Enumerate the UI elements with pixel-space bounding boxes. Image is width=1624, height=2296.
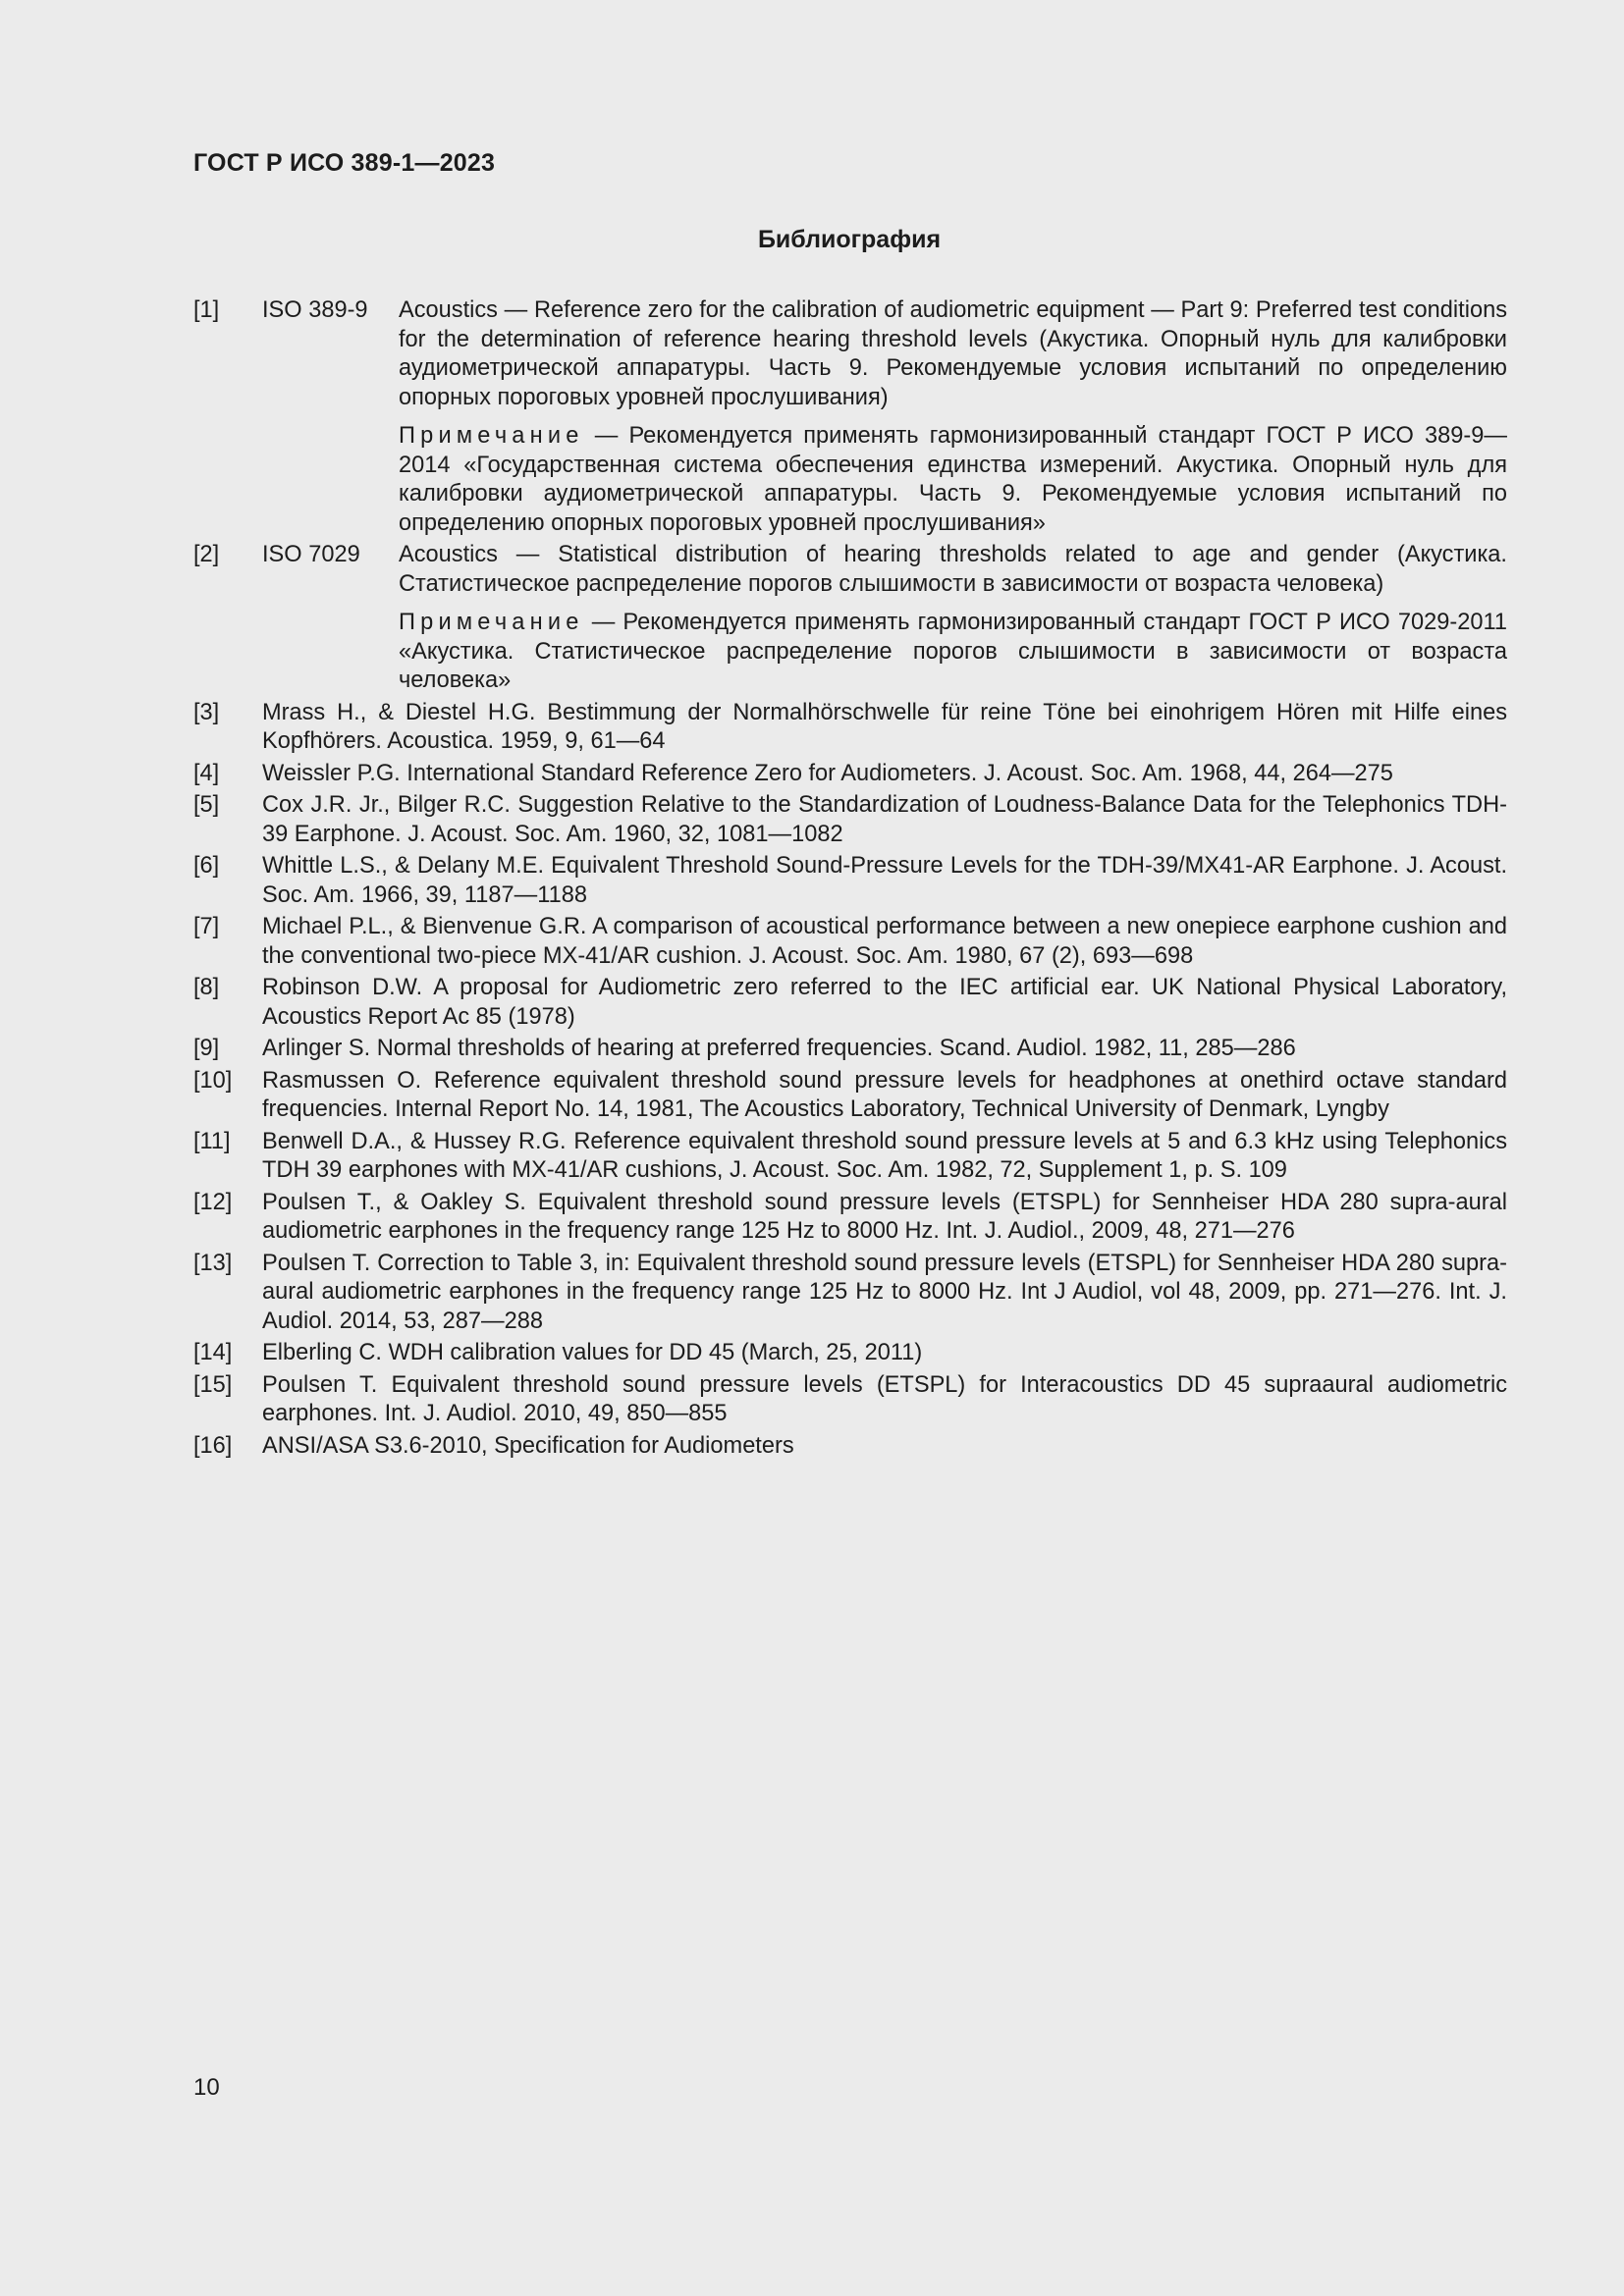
- entry-text: Cox J.R. Jr., Bilger R.C. Suggestion Relative to the Standardization of Loudness-Balance Data for the Telephonics TDH-39 Earphone. J. Acoust. Soc. Am. 1960, 32, 1081—1082: [262, 792, 1507, 847]
- bib-entry: [193, 1128, 1507, 1186]
- entry-number: [10]: [193, 1067, 233, 1094]
- bibliography-list: [193, 296, 1507, 1464]
- entry-text: Weissler P.G. International Standard Reference Zero for Audiometers. J. Acoust. Soc. Am. 1968, 44, 264—275: [262, 760, 1393, 786]
- bib-entry: [193, 760, 1507, 789]
- bib-entry: [193, 1067, 1507, 1125]
- entry-text: Poulsen T. Equivalent threshold sound pressure levels (ETSPL) for Interacoustics DD 45 supraaural audiometric earphones. Int. J. Audiol. 2010, 49, 850—855: [262, 1371, 1507, 1426]
- entry-text: Acoustics — Statistical distribution of hearing thresholds related to age and gender (Акустика. Статистическое распределение порогов слышимости в зависимости от возраста человека): [399, 542, 1507, 597]
- entry-number: [6]: [193, 853, 220, 879]
- entry-number: [13]: [193, 1250, 233, 1276]
- bib-entry: [193, 541, 1507, 696]
- bib-entry: [193, 1189, 1507, 1247]
- entry-body: [399, 296, 1507, 538]
- entry-number: [4]: [193, 760, 220, 786]
- bib-entry: [193, 791, 1507, 849]
- bib-entry: [193, 1432, 1507, 1462]
- bib-entry: [193, 1035, 1507, 1064]
- entry-text: Poulsen T., & Oakley S. Equivalent threshold sound pressure levels (ETSPL) for Sennheiser HDA 280 supra-aural audiometric earphones in the frequency range 125 Hz to 8000 Hz. Int. J. Audiol., 2009, 48, 271—276: [262, 1189, 1507, 1244]
- entry-text: Elberling C. WDH calibration values for DD 45 (March, 25, 2011): [262, 1340, 923, 1365]
- document-header: ГОСТ Р ИСО 389-1—2023: [193, 149, 496, 177]
- page-number: 10: [193, 2074, 220, 2101]
- entry-number: [7]: [193, 914, 220, 939]
- entry-text: Poulsen T. Correction to Table 3, in: Equivalent threshold sound pressure levels (ETSPL) for Sennheiser HDA 280 supra-aural audiometric earphones in the frequency range 125 Hz to 8000 Hz. Int J Audiol, vol 48, 2009, pp. 271—276. Int. J. Audiol. 2014, 53, 287—288: [262, 1250, 1507, 1334]
- entry-text: ANSI/ASA S3.6-2010, Specification for Audiometers: [262, 1432, 794, 1459]
- entry-number: [11]: [193, 1128, 231, 1154]
- entry-text: Whittle L.S., & Delany M.E. Equivalent Threshold Sound-Pressure Levels for the TDH-39/MX41-AR Earphone. J. Acoust. Soc. Am. 1966, 39, 1187—1188: [262, 853, 1507, 908]
- entry-text: Michael P.L., & Bienvenue G.R. A comparison of acoustical performance between a new onepiece earphone cushion and the conventional two-piece MX-41/AR cushion. J. Acoust. Soc. Am. 1980, 67 (2), 693—698: [262, 914, 1507, 969]
- entry-number: [12]: [193, 1189, 233, 1215]
- entry-standard-code: ISO 389-9: [262, 297, 368, 323]
- entry-text: Arlinger S. Normal thresholds of hearing at preferred frequencies. Scand. Audiol. 1982, 11, 285—286: [262, 1036, 1296, 1061]
- bib-entry: [193, 296, 1507, 538]
- entry-body: [399, 541, 1507, 696]
- bib-entry: [193, 699, 1507, 757]
- bib-entry: [193, 1250, 1507, 1337]
- bib-entry: [193, 913, 1507, 971]
- entry-number: [15]: [193, 1371, 233, 1398]
- bib-entry: [193, 1339, 1507, 1368]
- bib-entry: [193, 852, 1507, 910]
- entry-number: [5]: [193, 792, 220, 818]
- bib-entry: [193, 1371, 1507, 1429]
- note-label: Примечание: [399, 423, 584, 449]
- entry-standard-code: ISO 7029: [262, 542, 360, 567]
- entry-text: Benwell D.A., & Hussey R.G. Reference equivalent threshold sound pressure levels at 5 and 6.3 kHz using Telephonics TDH 39 earphones with MX-41/AR cushions, J. Acoust. Soc. Am. 1982, 72, Supplement 1, p. S. 109: [262, 1128, 1507, 1183]
- entry-number: [8]: [193, 975, 220, 1000]
- section-title: Библиография: [757, 226, 942, 253]
- entry-note: [399, 422, 1507, 538]
- entry-text: Acoustics — Reference zero for the calibration of audiometric equipment — Part 9: Preferred test conditions for the determination of reference hearing threshold levels (Акустика. Опорный нуль для калибровки аудиометрической аппаратуры. Часть 9. Рекомендуемые условия испытаний по определению опорных пороговых уровней прослушивания): [399, 297, 1507, 410]
- entry-text: Mrass H., & Diestel H.G. Bestimmung der Normalhörschwelle für reine Töne bei einohrigem Hören mit Hilfe eines Kopfhörers. Acoustica. 1959, 9, 61—64: [262, 699, 1507, 754]
- entry-number: [1]: [193, 297, 220, 323]
- entry-note: [399, 609, 1507, 696]
- entry-number: [16]: [193, 1432, 233, 1459]
- note-label: Примечание: [399, 610, 584, 635]
- entry-text: Rasmussen O. Reference equivalent threshold sound pressure levels for headphones at onethird octave standard frequencies. Internal Report No. 14, 1981, The Acoustics Laboratory, Technical University of Denmark, Lyngby: [262, 1067, 1507, 1122]
- entry-text: Robinson D.W. A proposal for Audiometric zero referred to the IEC artificial ear. UK National Physical Laboratory, Acoustics Report Ac 85 (1978): [262, 975, 1507, 1030]
- entry-number: [14]: [193, 1340, 233, 1365]
- entry-number: [2]: [193, 542, 220, 567]
- note-text: — Рекомендуется применять гармонизированный стандарт ГОСТ Р ИСО 389-9—2014 «Государственная система обеспечения единства измерений. Акустика. Опорный нуль для калибровки аудиометрической аппаратуры. Часть 9. Рекомендуемые условия испытаний по определению опорных пороговых уровней прослушивания»: [399, 423, 1507, 536]
- note-text: — Рекомендуется применять гармонизированный стандарт ГОСТ Р ИСО 7029-2011 «Акустика. Статистическое распределение порогов слышимости в зависимости от возраста человека»: [399, 610, 1507, 693]
- bib-entry: [193, 974, 1507, 1032]
- entry-number: [9]: [193, 1036, 220, 1061]
- entry-number: [3]: [193, 699, 220, 725]
